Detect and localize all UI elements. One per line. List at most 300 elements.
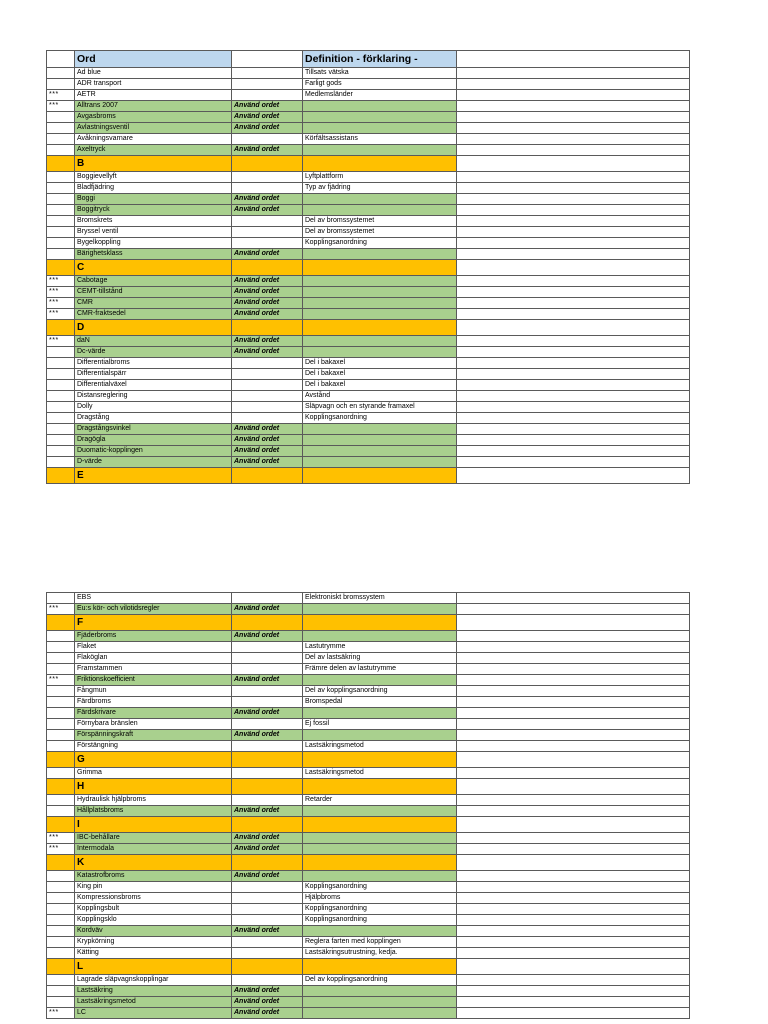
usage-cell: Använd ordet (232, 997, 303, 1008)
usage-cell (232, 915, 303, 926)
definition-cell (303, 631, 457, 642)
definition-cell: Retarder (303, 795, 457, 806)
letter-section-row (47, 156, 690, 172)
term-row (47, 216, 690, 227)
term-row (47, 172, 690, 183)
term-cell: Färdbroms (75, 697, 232, 708)
term-row (47, 391, 690, 402)
marker-cell (47, 68, 75, 79)
usage-cell (232, 380, 303, 391)
term-cell: Axeltryck (75, 145, 232, 156)
term-cell: Bygelkoppling (75, 238, 232, 249)
definition-cell: Lastutrymme (303, 642, 457, 653)
marker-cell (47, 986, 75, 997)
marker-cell (47, 893, 75, 904)
term-cell: Kätting (75, 948, 232, 959)
extra-cell (457, 446, 690, 457)
term-row (47, 833, 690, 844)
term-cell: Ad blue (75, 68, 232, 79)
usage-cell: Använd ordet (232, 708, 303, 719)
letter-section-row (47, 817, 690, 833)
definition-cell: Del av bromssystemet (303, 227, 457, 238)
term-row (47, 183, 690, 194)
term-row (47, 975, 690, 986)
definition-cell: Del av kopplingsanordning (303, 975, 457, 986)
usage-cell (232, 391, 303, 402)
definition-cell (303, 468, 457, 484)
extra-cell (457, 915, 690, 926)
definition-cell (303, 424, 457, 435)
usage-cell (232, 959, 303, 975)
section-letter: K (75, 855, 232, 871)
definition-cell (303, 156, 457, 172)
definition-cell (303, 276, 457, 287)
marker-cell (47, 79, 75, 90)
usage-cell (232, 904, 303, 915)
letter-section-row (47, 855, 690, 871)
term-row (47, 413, 690, 424)
usage-cell: Använd ordet (232, 336, 303, 347)
term-cell: IBC-behållare (75, 833, 232, 844)
definition-cell (303, 457, 457, 468)
letter-section-row (47, 615, 690, 631)
marker-cell: *** (47, 276, 75, 287)
extra-cell (457, 844, 690, 855)
term-cell: Fjäderbroms (75, 631, 232, 642)
extra-cell (457, 468, 690, 484)
term-row (47, 276, 690, 287)
definition-cell: Avstånd (303, 391, 457, 402)
extra-cell (457, 156, 690, 172)
definition-cell (303, 320, 457, 336)
term-cell: Grimma (75, 768, 232, 779)
usage-cell (232, 79, 303, 90)
usage-cell (232, 593, 303, 604)
term-row (47, 446, 690, 457)
term-row (47, 1008, 690, 1019)
usage-cell (232, 90, 303, 101)
extra-cell (457, 298, 690, 309)
marker-cell (47, 741, 75, 752)
header-ord: Ord (75, 51, 232, 68)
term-cell: Framstammen (75, 664, 232, 675)
usage-cell (232, 227, 303, 238)
usage-cell (232, 664, 303, 675)
term-row (47, 593, 690, 604)
marker-cell (47, 112, 75, 123)
marker-cell (47, 686, 75, 697)
definition-cell (303, 997, 457, 1008)
usage-cell: Använd ordet (232, 871, 303, 882)
section-letter: G (75, 752, 232, 768)
usage-cell (232, 817, 303, 833)
usage-cell (232, 752, 303, 768)
term-cell: Dolly (75, 402, 232, 413)
term-cell: Boggitryck (75, 205, 232, 216)
marker-cell (47, 260, 75, 276)
extra-cell (457, 926, 690, 937)
extra-cell (457, 216, 690, 227)
section-letter: E (75, 468, 232, 484)
extra-cell (457, 697, 690, 708)
usage-cell (232, 948, 303, 959)
usage-cell (232, 642, 303, 653)
marker-cell (47, 882, 75, 893)
term-cell: Friktionskoefficient (75, 675, 232, 686)
definition-cell (303, 435, 457, 446)
definition-cell: Lyftplattform (303, 172, 457, 183)
definition-cell (303, 615, 457, 631)
marker-cell (47, 768, 75, 779)
extra-cell (457, 986, 690, 997)
term-cell: Bryssel ventil (75, 227, 232, 238)
marker-cell: *** (47, 336, 75, 347)
extra-cell (457, 172, 690, 183)
extra-cell (457, 1008, 690, 1019)
extra-cell (457, 642, 690, 653)
term-row (47, 287, 690, 298)
term-cell: CMR (75, 298, 232, 309)
marker-cell: *** (47, 287, 75, 298)
usage-cell (232, 697, 303, 708)
extra-cell (457, 664, 690, 675)
definition-cell (303, 112, 457, 123)
extra-cell (457, 435, 690, 446)
term-row (47, 457, 690, 468)
extra-cell (457, 309, 690, 320)
marker-cell (47, 615, 75, 631)
extra-cell (457, 948, 690, 959)
extra-cell (457, 369, 690, 380)
marker-cell (47, 183, 75, 194)
glossary-table-part1 (46, 50, 690, 484)
term-cell: Kordväv (75, 926, 232, 937)
usage-cell (232, 468, 303, 484)
term-row (47, 653, 690, 664)
definition-cell: Kopplingsanordning (303, 904, 457, 915)
extra-cell (457, 904, 690, 915)
term-row (47, 642, 690, 653)
marker-cell (47, 123, 75, 134)
term-cell: Hållplatsbroms (75, 806, 232, 817)
extra-cell (457, 205, 690, 216)
marker-cell (47, 653, 75, 664)
extra-cell (457, 276, 690, 287)
section-letter: H (75, 779, 232, 795)
usage-cell: Använd ordet (232, 631, 303, 642)
section-letter: L (75, 959, 232, 975)
marker-cell: *** (47, 675, 75, 686)
usage-cell: Använd ordet (232, 249, 303, 260)
header-definition: Definition - förklaring - (303, 51, 457, 68)
usage-cell (232, 779, 303, 795)
extra-cell (457, 336, 690, 347)
definition-cell (303, 986, 457, 997)
usage-cell: Använd ordet (232, 309, 303, 320)
definition-cell: Kopplingsanordning (303, 915, 457, 926)
extra-cell (457, 457, 690, 468)
marker-cell (47, 779, 75, 795)
term-cell: Lagrade släpvagnskopplingar (75, 975, 232, 986)
term-row (47, 915, 690, 926)
term-row (47, 741, 690, 752)
term-row (47, 101, 690, 112)
extra-cell (457, 194, 690, 205)
term-row (47, 948, 690, 959)
marker-cell (47, 424, 75, 435)
term-cell: Eu:s kör- och vilotidsregler (75, 604, 232, 615)
term-cell: Boggi (75, 194, 232, 205)
term-row (47, 205, 690, 216)
term-cell: D-värde (75, 457, 232, 468)
term-row (47, 697, 690, 708)
usage-cell (232, 402, 303, 413)
extra-cell (457, 893, 690, 904)
marker-cell (47, 730, 75, 741)
usage-cell (232, 615, 303, 631)
marker-cell (47, 446, 75, 457)
letter-section-row (47, 260, 690, 276)
definition-cell: Del av bromssystemet (303, 216, 457, 227)
marker-cell (47, 631, 75, 642)
definition-cell (303, 123, 457, 134)
marker-cell (47, 937, 75, 948)
section-letter: B (75, 156, 232, 172)
extra-cell (457, 975, 690, 986)
definition-cell: Del i bakaxel (303, 369, 457, 380)
term-cell: CEMT-tillstånd (75, 287, 232, 298)
marker-cell (47, 855, 75, 871)
marker-cell: *** (47, 101, 75, 112)
definition-cell (303, 752, 457, 768)
term-row (47, 631, 690, 642)
extra-cell (457, 686, 690, 697)
definition-cell: Släpvagn och en styrande framaxel (303, 402, 457, 413)
glossary-table-body (47, 51, 690, 484)
extra-cell (457, 752, 690, 768)
term-row (47, 675, 690, 686)
term-cell: Bärighetsklass (75, 249, 232, 260)
extra-cell (457, 779, 690, 795)
marker-cell (47, 664, 75, 675)
definition-cell: Farligt gods (303, 79, 457, 90)
usage-cell: Använd ordet (232, 926, 303, 937)
definition-cell (303, 194, 457, 205)
term-cell: Dragstång (75, 413, 232, 424)
usage-cell (232, 975, 303, 986)
usage-cell (232, 68, 303, 79)
definition-cell (303, 779, 457, 795)
term-row (47, 424, 690, 435)
extra-cell (457, 593, 690, 604)
term-row (47, 844, 690, 855)
usage-cell (232, 855, 303, 871)
usage-cell (232, 653, 303, 664)
usage-cell (232, 795, 303, 806)
term-cell: Avåkningsvarnare (75, 134, 232, 145)
term-cell: Fångmun (75, 686, 232, 697)
definition-cell (303, 205, 457, 216)
letter-section-row (47, 779, 690, 795)
marker-cell: *** (47, 90, 75, 101)
letter-section-row (47, 320, 690, 336)
term-row (47, 904, 690, 915)
extra-cell (457, 347, 690, 358)
usage-cell (232, 741, 303, 752)
term-row (47, 730, 690, 741)
term-cell: Bromskrets (75, 216, 232, 227)
term-cell: Förnybara bränslen (75, 719, 232, 730)
term-cell: Avgasbroms (75, 112, 232, 123)
definition-cell: Del av lastsäkring (303, 653, 457, 664)
marker-cell (47, 708, 75, 719)
term-cell: Flaköglan (75, 653, 232, 664)
extra-cell (457, 631, 690, 642)
marker-cell (47, 959, 75, 975)
header-marker-cell (47, 51, 75, 68)
usage-cell: Använd ordet (232, 1008, 303, 1019)
definition-cell (303, 101, 457, 112)
marker-cell (47, 413, 75, 424)
marker-cell: *** (47, 309, 75, 320)
term-row (47, 708, 690, 719)
marker-cell (47, 194, 75, 205)
term-cell: Lastsäkringsmetod (75, 997, 232, 1008)
term-cell: Kopplingsbult (75, 904, 232, 915)
section-letter: F (75, 615, 232, 631)
term-row (47, 380, 690, 391)
definition-cell: Tillsats vätska (303, 68, 457, 79)
usage-cell (232, 216, 303, 227)
marker-cell: *** (47, 1008, 75, 1019)
usage-cell: Använd ordet (232, 806, 303, 817)
marker-cell (47, 238, 75, 249)
definition-cell: Del av kopplingsanordning (303, 686, 457, 697)
usage-cell: Använd ordet (232, 446, 303, 457)
definition-cell: Elektroniskt bromssystem (303, 593, 457, 604)
definition-cell (303, 604, 457, 615)
term-cell: Intermodala (75, 844, 232, 855)
term-cell: Distansreglering (75, 391, 232, 402)
marker-cell (47, 817, 75, 833)
extra-cell (457, 68, 690, 79)
extra-cell (457, 320, 690, 336)
usage-cell: Använd ordet (232, 604, 303, 615)
glossary-table-part2 (46, 592, 690, 1019)
definition-cell: Reglera farten med kopplingen (303, 937, 457, 948)
usage-cell: Använd ordet (232, 833, 303, 844)
term-cell: ADR transport (75, 79, 232, 90)
definition-cell (303, 446, 457, 457)
term-row (47, 882, 690, 893)
usage-cell (232, 369, 303, 380)
definition-cell: Bromspedal (303, 697, 457, 708)
term-row (47, 68, 690, 79)
term-cell: Katastrofbroms (75, 871, 232, 882)
term-row (47, 227, 690, 238)
section-letter: C (75, 260, 232, 276)
term-row (47, 347, 690, 358)
usage-cell: Använd ordet (232, 112, 303, 123)
marker-cell (47, 642, 75, 653)
term-cell: Lastsäkring (75, 986, 232, 997)
extra-cell (457, 817, 690, 833)
extra-cell (457, 741, 690, 752)
definition-cell: Lastsäkringsmetod (303, 741, 457, 752)
header-usage-cell (232, 51, 303, 68)
marker-cell (47, 380, 75, 391)
usage-cell (232, 413, 303, 424)
definition-cell: Del i bakaxel (303, 358, 457, 369)
term-row (47, 893, 690, 904)
usage-cell (232, 768, 303, 779)
term-cell: daN (75, 336, 232, 347)
term-cell: Dragögla (75, 435, 232, 446)
marker-cell (47, 926, 75, 937)
marker-cell (47, 871, 75, 882)
extra-cell (457, 249, 690, 260)
definition-cell (303, 833, 457, 844)
extra-cell (457, 402, 690, 413)
extra-cell (457, 675, 690, 686)
marker-cell (47, 249, 75, 260)
definition-cell (303, 309, 457, 320)
extra-cell (457, 238, 690, 249)
marker-cell (47, 948, 75, 959)
marker-cell (47, 347, 75, 358)
extra-cell (457, 358, 690, 369)
term-row (47, 145, 690, 156)
usage-cell (232, 156, 303, 172)
usage-cell (232, 183, 303, 194)
usage-cell: Använd ordet (232, 347, 303, 358)
marker-cell (47, 391, 75, 402)
letter-section-row (47, 468, 690, 484)
usage-cell: Använd ordet (232, 986, 303, 997)
usage-cell (232, 172, 303, 183)
usage-cell (232, 358, 303, 369)
extra-cell (457, 719, 690, 730)
definition-cell: Ej fossil (303, 719, 457, 730)
definition-cell (303, 871, 457, 882)
definition-cell: Främre delen av lastutrymme (303, 664, 457, 675)
marker-cell (47, 468, 75, 484)
term-row (47, 90, 690, 101)
usage-cell: Använd ordet (232, 101, 303, 112)
extra-cell (457, 79, 690, 90)
extra-cell (457, 730, 690, 741)
term-row (47, 435, 690, 446)
usage-cell: Använd ordet (232, 457, 303, 468)
extra-cell (457, 855, 690, 871)
usage-cell (232, 893, 303, 904)
definition-cell (303, 287, 457, 298)
term-row (47, 249, 690, 260)
usage-cell (232, 260, 303, 276)
extra-cell (457, 391, 690, 402)
marker-cell (47, 904, 75, 915)
term-row (47, 402, 690, 413)
definition-cell: Körfältsassistans (303, 134, 457, 145)
usage-cell (232, 686, 303, 697)
extra-cell (457, 937, 690, 948)
definition-cell (303, 347, 457, 358)
glossary-table-body (47, 593, 690, 1019)
definition-cell (303, 260, 457, 276)
usage-cell: Använd ordet (232, 145, 303, 156)
term-cell: Förstängning (75, 741, 232, 752)
usage-cell: Använd ordet (232, 424, 303, 435)
